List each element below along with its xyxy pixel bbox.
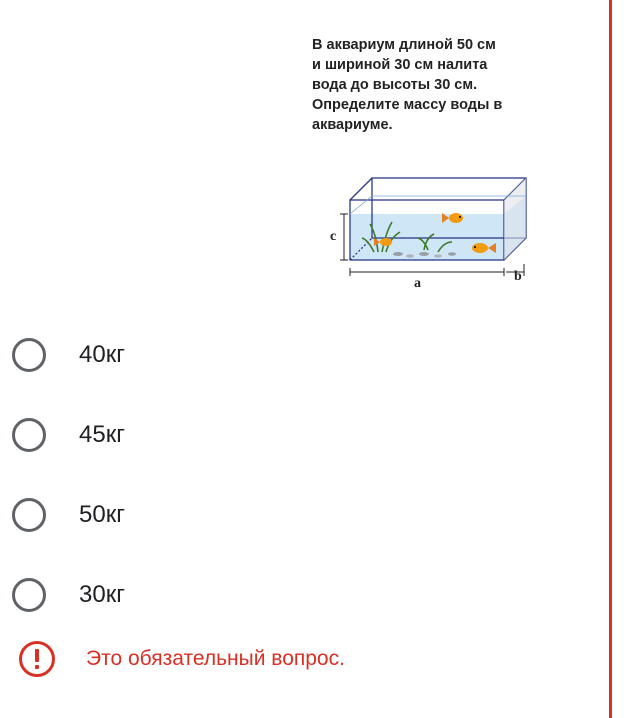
required-error [18,640,345,678]
question-text: В аквариум длиной 50 см и шириной 30 см налита вода до высоты 30 см. Определите массу воды в аквариуме. [312,37,503,133]
dimension-label-b: b [514,269,522,284]
option-3[interactable] [12,493,125,537]
option-4[interactable] [12,573,125,617]
option-label: 45кг [79,421,125,448]
dimension-label-c: c [330,229,337,244]
aquarium-water [350,196,526,260]
exclamation-icon [18,640,56,678]
radio-button[interactable] [12,498,46,532]
error-side-border [609,0,612,718]
aquarium-side-glass [504,178,526,260]
option-2[interactable] [12,413,125,457]
aquarium-figure [328,172,538,292]
option-1[interactable] [12,333,125,377]
radio-button[interactable] [12,418,46,452]
option-label: 50кг [79,501,125,528]
radio-button[interactable] [12,338,46,372]
dimension-label-a: a [414,276,421,291]
radio-button[interactable] [12,578,46,612]
option-label: 30кг [79,581,125,608]
error-message: Это обязательный вопрос. [86,647,345,670]
option-label: 40кг [79,341,125,368]
